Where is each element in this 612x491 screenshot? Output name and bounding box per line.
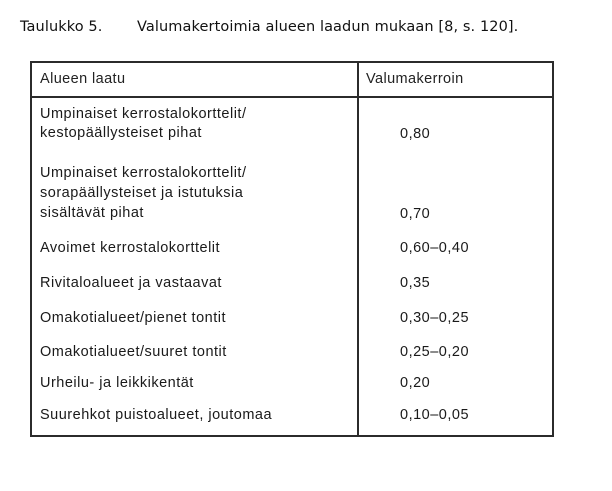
row-6-area: Omakotialueet/suuret tontit bbox=[40, 344, 227, 360]
header-area-quality: Alueen laatu bbox=[40, 71, 126, 87]
row-1-area-line-1: Umpinaiset kerrostalokorttelit/ bbox=[40, 106, 247, 122]
caption-label: Taulukko 5. bbox=[20, 19, 103, 35]
row-2-area-line-2: sorapäällysteiset ja istutuksia bbox=[40, 185, 244, 201]
header-divider bbox=[32, 96, 552, 98]
row-1-area-line-2: kestopäällysteiset pihat bbox=[40, 125, 202, 141]
column-divider bbox=[357, 63, 359, 435]
row-6-coefficient: 0,25–0,20 bbox=[400, 344, 470, 360]
table-caption bbox=[20, 19, 518, 35]
row-1-coefficient: 0,80 bbox=[400, 126, 431, 142]
row-8-coefficient: 0,10–0,05 bbox=[400, 407, 470, 423]
header-coefficient: Valumakerroin bbox=[366, 71, 464, 87]
row-4-area: Rivitaloalueet ja vastaavat bbox=[40, 275, 222, 291]
row-5-coefficient: 0,30–0,25 bbox=[400, 310, 470, 326]
runoff-coefficient-table bbox=[30, 61, 554, 437]
row-3-area: Avoimet kerrostalokorttelit bbox=[40, 240, 221, 256]
row-2-coefficient: 0,70 bbox=[400, 206, 431, 222]
row-8-area: Suurehkot puistoalueet, joutomaa bbox=[40, 407, 273, 423]
row-2-area-line-1: Umpinaiset kerrostalokorttelit/ bbox=[40, 165, 247, 181]
row-4-coefficient: 0,35 bbox=[400, 275, 431, 291]
caption-title: Valumakertoimia alueen laadun mukaan [8, s. 120]. bbox=[137, 19, 519, 35]
row-2-area-line-3: sisältävät pihat bbox=[40, 205, 144, 221]
row-5-area: Omakotialueet/pienet tontit bbox=[40, 310, 226, 326]
row-7-coefficient: 0,20 bbox=[400, 375, 431, 391]
row-7-area: Urheilu- ja leikkikentät bbox=[40, 375, 194, 391]
row-3-coefficient: 0,60–0,40 bbox=[400, 240, 470, 256]
